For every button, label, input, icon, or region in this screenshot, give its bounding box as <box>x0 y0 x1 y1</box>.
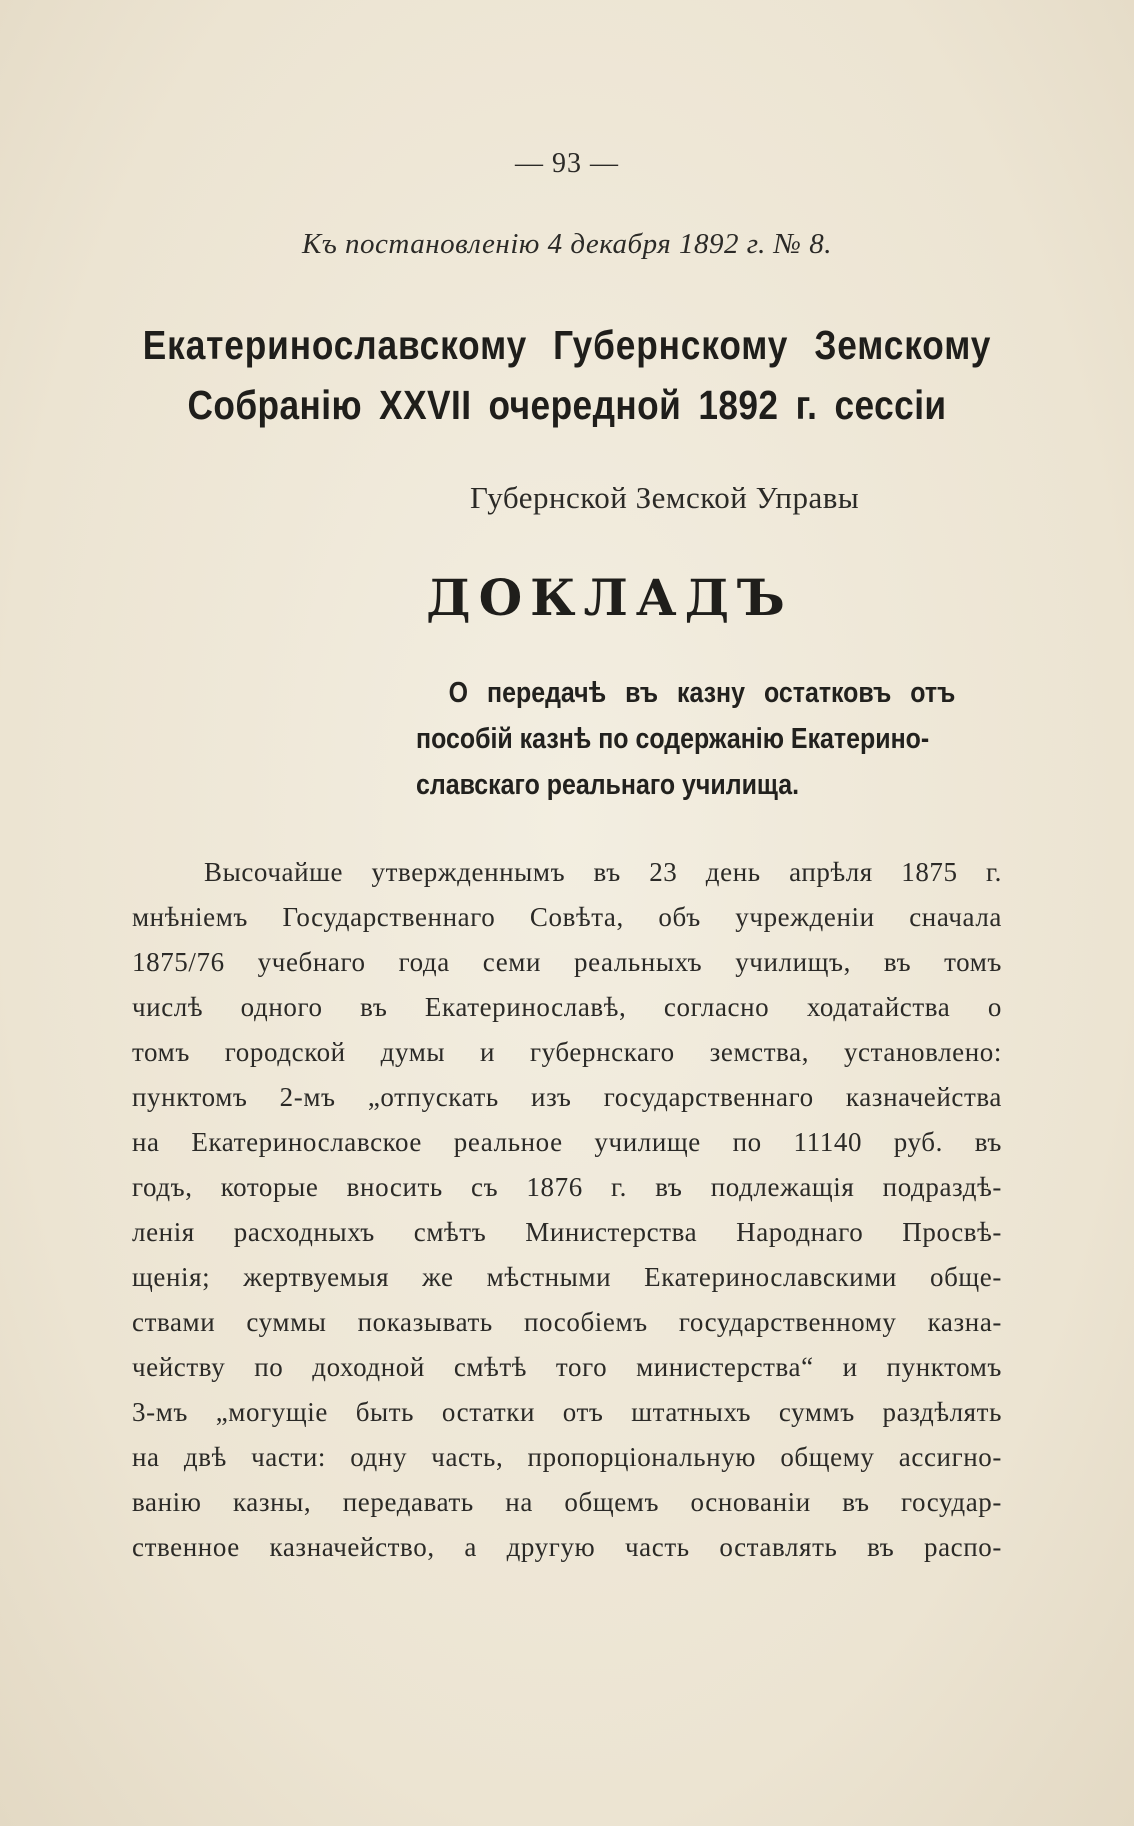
body-line: ствами суммы показывать пособіемъ государственному казна- <box>132 1307 1002 1337</box>
subject-line: О передачѣ въ казну остатковъ отъ <box>448 677 956 709</box>
body-line: на двѣ части: одну часть, пропорціональную общему ассигно- <box>132 1442 1002 1472</box>
body-line: числѣ одного въ Екатеринославѣ, согласно ходатайства о <box>132 992 1002 1022</box>
body-line: щенія; жертвуемыя же мѣстными Екатеринославскими обще- <box>132 1262 1002 1292</box>
subject-line: пособій казнѣ по содержанію Екатерино- <box>416 723 930 755</box>
body-line: 1875/76 учебнаго года семи реальныхъ училищъ, въ томъ <box>132 947 1002 977</box>
body-line: пунктомъ 2-мъ „отпускать изъ государственнаго казначейства <box>132 1082 1002 1112</box>
board-name: Губернской Земской Управы <box>470 480 860 515</box>
body-line: годъ, которые вносить съ 1876 г. въ подлежащія подраздѣ- <box>132 1172 1002 1202</box>
body-line: ственное казначейство, а другую часть оставлять въ распо- <box>132 1532 1002 1562</box>
body-paragraph <box>132 850 1002 1570</box>
body-line: Высочайше утвержденнымъ въ 23 день апрѣля 1875 г. <box>204 857 1002 887</box>
subject-line: славскаго реальнаго училища. <box>416 769 800 801</box>
report-title: ДОКЛАДЪ <box>426 568 793 627</box>
resolution-reference: Къ постановленію 4 декабря 1892 г. № 8. <box>301 228 833 260</box>
heading-line-1: Екатеринославскому Губернскому Земскому <box>142 322 992 368</box>
report-subject <box>416 670 996 808</box>
body-line: мнѣніемъ Государственнаго Совѣта, объ учрежденіи сначала <box>132 902 1002 932</box>
body-line: томъ городской думы и губернскаго земства, установлено: <box>132 1037 1002 1067</box>
body-line: чейству по доходной смѣтѣ того министерства“ и пунктомъ <box>132 1352 1002 1382</box>
page-number: — 93 — <box>515 148 619 179</box>
body-line: ленія расходныхъ смѣтъ Министерства Народнаго Просвѣ- <box>132 1217 1002 1247</box>
body-line: ванію казны, передавать на общемъ основаніи въ государ- <box>132 1487 1002 1517</box>
body-line: на Екатеринославское реальное училище по 11140 руб. въ <box>132 1127 1002 1157</box>
body-line: 3-мъ „могущіе быть остатки отъ штатныхъ суммъ раздѣлять <box>132 1397 1002 1427</box>
heading-line-2: Собранію XXVII очередной 1892 г. сессіи <box>187 382 947 428</box>
